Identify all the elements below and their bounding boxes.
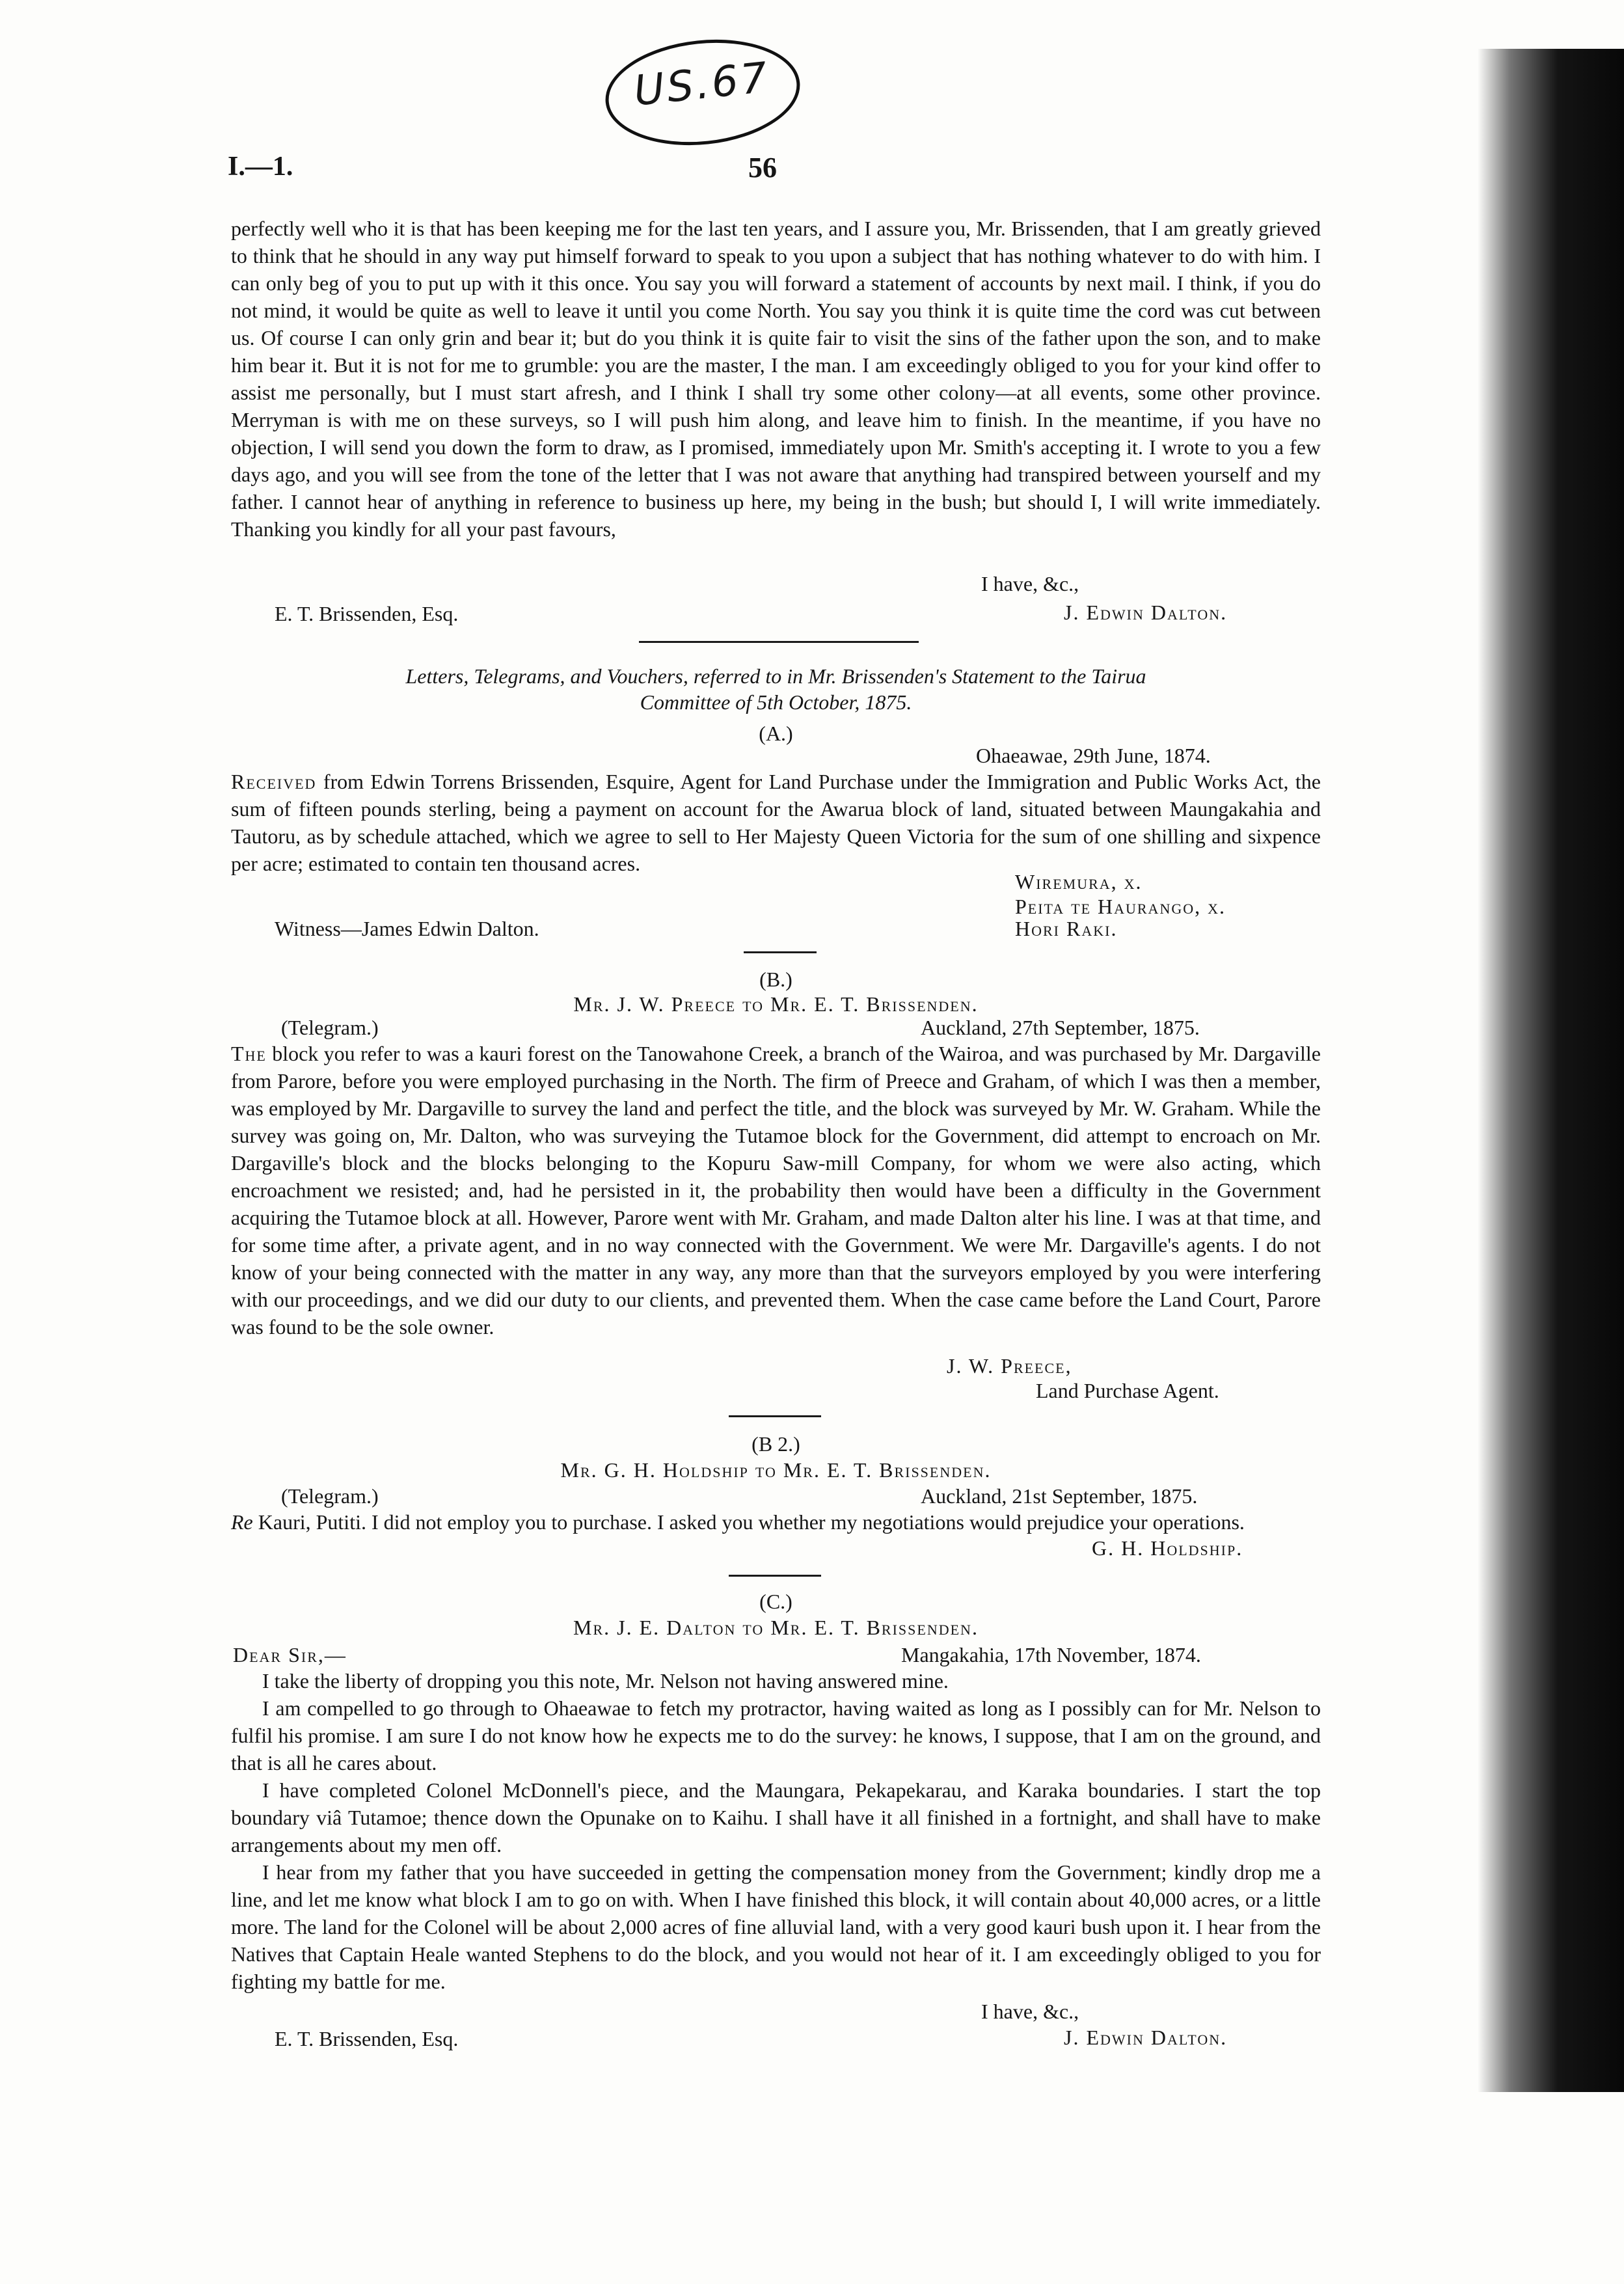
divider-c xyxy=(729,1575,821,1577)
doc-c-signature: J. Edwin Dalton. xyxy=(1064,2026,1228,2049)
doc-c-paragraph-3: I have completed Colonel McDonnell's piece, and the Maungara, Pekapekarau, and Karaka boundaries. I start the top boundary viâ Tutamoe; thence down the Opunake on to Kaihu. I shall have it all finished in a fortnight, and shall have to make arrangements about my men off. xyxy=(231,1778,1321,1856)
doc-c-closing: I have, &c., xyxy=(981,2000,1079,2023)
letter1-body: perfectly well who it is that has been keeping me for the last ten years, and I assure you, Mr. Brissenden, that I am greatly grieved to think that he should in any way put himself forward to speak to you upon a subject that has nothing whatever to do with him. I can only beg of you to put up with it this once. You say you will forward a statement of accounts by next mail. I think, if you do not mind, it would be quite as well to leave it until you come North. You say you think it is quite time the cord was cut between us. Of course I can only grin and bear it; but do you think it is quite fair to visit the sins of the father upon the son, and to make him bear it. But it is not for me to grumble: you are the master, I the man. I am exceedingly obliged to you for your kind offer to assist me personally, but I must start afresh, and I think I shall try some other colony—at all events, some other province. Merryman is with me on these surveys, so I will push him along, and leave him to finish. In the meantime, if you have no objection, I will send you down the form to draw, as I promised, immediately upon Mr. Smith's accepting it. I wrote to you a few days ago, and you will see from the tone of the letter that I was not aware that anything had transpired between yourself and my father. I cannot hear of anything in reference to business up here, my being in the bush; but should I, I will write immediately. Thanking you kindly for all your past favours, xyxy=(231,217,1321,541)
doc-b2-lead: Re xyxy=(231,1510,253,1534)
doc-c-paragraph-1: I take the liberty of dropping you this note, Mr. Nelson not having answered mine. xyxy=(262,1669,949,1693)
letter1-signature: J. Edwin Dalton. xyxy=(1064,601,1228,624)
doc-b2-kind: (Telegram.) xyxy=(281,1484,379,1508)
doc-a-label: (A.) xyxy=(759,722,793,745)
section-heading-line1: Letters, Telegrams, and Vouchers, referred to in Mr. Brissenden's Statement to the Tairua xyxy=(405,664,1146,688)
doc-c-salutation: Dear Sir,— xyxy=(233,1643,347,1666)
doc-a-text: from Edwin Torrens Brissenden, Esquire, Agent for Land Purchase under the Immigration and Public Works Act, the sum of fifteen pounds sterling, being a payment on account for the Awarua block of land, situated between Maungakahia and Tautoru, as by schedule attached, which we agree to sell to Her Majesty Queen Victoria for the sum of one shilling and sixpence per acre; estimated to contain ten thousand acres. xyxy=(231,770,1321,875)
doc-b2-label: (B 2.) xyxy=(751,1432,800,1456)
doc-c-paragraph-2: I am compelled to go through to Ohaeawae to fetch my protractor, having waited as long as I possibly can for Mr. Nelson to fulfil his promise. I am sure I do not know how he expects me to do the survey: he knows, I suppose, that I am on the ground, and that is all he cares about. xyxy=(231,1696,1321,1774)
doc-c-addressee: E. T. Brissenden, Esq. xyxy=(275,2027,459,2050)
section-divider xyxy=(639,641,919,643)
doc-c-label: (C.) xyxy=(759,1590,792,1613)
doc-a-place-date: Ohaeawae, 29th June, 1874. xyxy=(976,744,1211,767)
doc-b-text: block you refer to was a kauri forest on the Tanowahone Creek, a branch of the Wairoa, and was purchased by Mr. Dargaville from Parore, before you were employed purchasing in the North. The firm of Preece and Graham, of which I was then a member, was employed by Mr. Dargaville to survey the land and perfect the title, and the block was surveyed by Mr. W. Graham. While the survey was going on, Mr. Dalton, who was surveying the Tutamoe block for the Government, did attempt to encroach on Mr. Dargaville's block and the blocks belonging to the Kopuru Saw-mill Company, for whom we were also acting, which encroachment we resisted; and, had he persisted in it, the probability then would have been a difficulty in the Government acquiring the Tutamoe block at all. However, Parore went with Mr. Graham, and made Dalton alter his line. I was at that time, and for some time after, a private agent, and in no way connected with the Government. We were Mr. Dargaville's agents. I do not know of your being connected with the matter in any way, any more than that the surveyors employed by you were interfering with our proceedings, and we did our duty to our clients, and prevented them. When the case came before the Land Court, Parore was found to be the sole owner. xyxy=(231,1042,1321,1339)
doc-a-signatory-1: Wiremura, x. xyxy=(1015,870,1143,893)
doc-a-witness: Witness—James Edwin Dalton. xyxy=(275,917,539,940)
doc-b2-title: Mr. G. H. Holdship to Mr. E. T. Brissenden. xyxy=(560,1458,992,1482)
doc-b2-body xyxy=(231,1508,1321,1536)
doc-c-title: Mr. J. E. Dalton to Mr. E. T. Brissenden. xyxy=(573,1616,979,1639)
doc-a-signatory-3: Hori Raki. xyxy=(1015,917,1118,940)
page-number: 56 xyxy=(748,152,777,184)
handwritten-annotation-text: US.67 xyxy=(631,53,772,116)
document-reference: I.—1. xyxy=(228,152,293,182)
letter1-addressee: E. T. Brissenden, Esq. xyxy=(275,602,459,625)
letter1-closing: I have, &c., xyxy=(981,572,1079,595)
doc-b-label: (B.) xyxy=(759,968,792,991)
doc-b-title: Mr. J. W. Preece to Mr. E. T. Brissenden. xyxy=(573,992,979,1016)
scanned-page-edge-shadow xyxy=(1478,49,1624,2092)
doc-b-signature-title: Land Purchase Agent. xyxy=(1036,1379,1219,1402)
doc-c-paragraph-4: I hear from my father that you have succeeded in getting the compensation money from the Government; kindly drop me a line, and let me know what block I am to go on with. When I have finished this block, it will contain about 40,000 acres, or a little more. The land for the Colonel will be about 2,000 acres of fine alluvial land, with a very good kauri bush upon it. I hear from the Natives that Captain Heale wanted Stephens to do the block, and you would not hear of it. I am exceedingly obliged to you for fighting my battle for me. xyxy=(231,1860,1321,1993)
handwritten-annotation xyxy=(600,31,805,154)
doc-b2-signature: G. H. Holdship. xyxy=(1092,1536,1243,1560)
doc-b-body xyxy=(231,1040,1321,1340)
doc-b-kind: (Telegram.) xyxy=(281,1016,379,1039)
divider-b2 xyxy=(729,1415,821,1417)
doc-a-signatory-2: Peita te Haurango, x. xyxy=(1015,895,1226,918)
doc-a-body xyxy=(231,768,1321,877)
doc-c-place-date: Mangakahia, 17th November, 1874. xyxy=(901,1643,1201,1666)
doc-b2-text: Kauri, Putiti. I did not employ you to purchase. I asked you whether my negotiations would prejudice your operations. xyxy=(258,1510,1245,1534)
doc-b2-place-date: Auckland, 21st September, 1875. xyxy=(921,1484,1198,1508)
doc-b-place-date: Auckland, 27th September, 1875. xyxy=(921,1016,1200,1039)
doc-a-lead: Received xyxy=(231,770,317,793)
section-heading-line2: Committee of 5th October, 1875. xyxy=(640,690,912,714)
doc-b-lead: The xyxy=(231,1042,267,1065)
doc-b-signature: J. W. Preece, xyxy=(947,1354,1072,1378)
divider-b xyxy=(744,951,817,953)
